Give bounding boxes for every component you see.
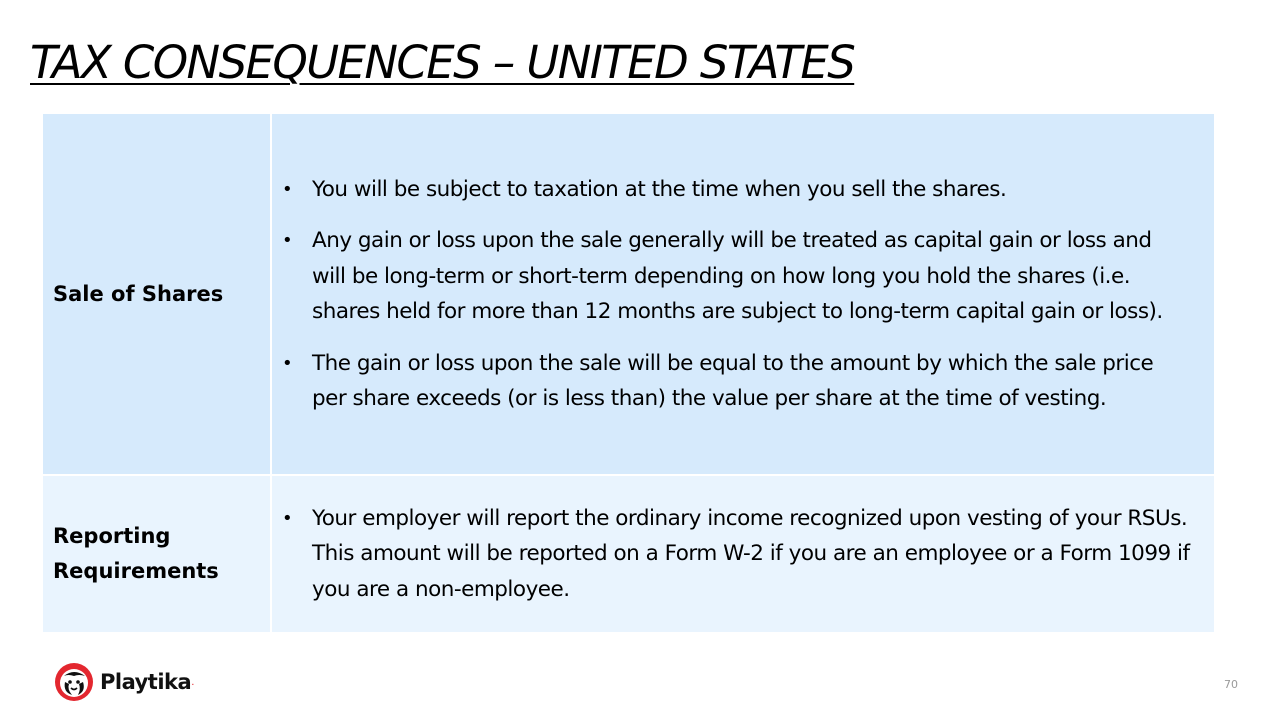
row-content bbox=[271, 114, 1214, 475]
bullet-text: The gain or loss upon the sale will be equal to the amount by which the sale price per share exceeds (or is less than) the value per share at the time of vesting. bbox=[312, 350, 1154, 411]
logo-dot: . bbox=[191, 676, 195, 688]
bullet-item bbox=[282, 172, 1190, 208]
bullet-list bbox=[282, 501, 1190, 608]
bullet-icon: • bbox=[282, 230, 293, 251]
bullet-icon: • bbox=[282, 352, 293, 374]
page-title: TAX CONSEQUENCES – UNITED STATES bbox=[30, 36, 855, 89]
playtika-logo bbox=[54, 662, 194, 702]
page-number: 70 bbox=[1224, 678, 1238, 691]
bullet-item bbox=[282, 223, 1190, 330]
bullet-text: You will be subject to taxation at the time when you sell the shares. bbox=[312, 176, 1007, 202]
playtika-lion-icon bbox=[54, 662, 94, 702]
bullet-item bbox=[282, 501, 1190, 608]
bullet-item bbox=[282, 346, 1190, 417]
bullet-text: Any gain or loss upon the sale generally will be treated as capital gain or loss and will be long-term or short-term depending on how long you hold the shares (i.e. shares held for more than 12 months are subject to long-term capital gain or loss). bbox=[312, 228, 1163, 324]
table-row-sale-of-shares bbox=[43, 114, 1214, 475]
row-label: Reporting Requirements bbox=[43, 475, 271, 632]
bullet-icon: • bbox=[282, 178, 293, 200]
row-label: Sale of Shares bbox=[43, 114, 271, 475]
bullet-text: Your employer will report the ordinary income recognized upon vesting of your RSUs. This amount will be reported on a Form W-2 if you are an employee or a Form 1099 if you are a non-employee. bbox=[312, 505, 1190, 602]
tax-info-table bbox=[43, 114, 1214, 632]
logo-wordmark: Playtika bbox=[100, 670, 192, 694]
row-content bbox=[271, 475, 1214, 632]
bullet-list bbox=[282, 172, 1190, 417]
table-row-reporting-requirements bbox=[43, 475, 1214, 632]
bullet-icon: • bbox=[282, 507, 293, 529]
